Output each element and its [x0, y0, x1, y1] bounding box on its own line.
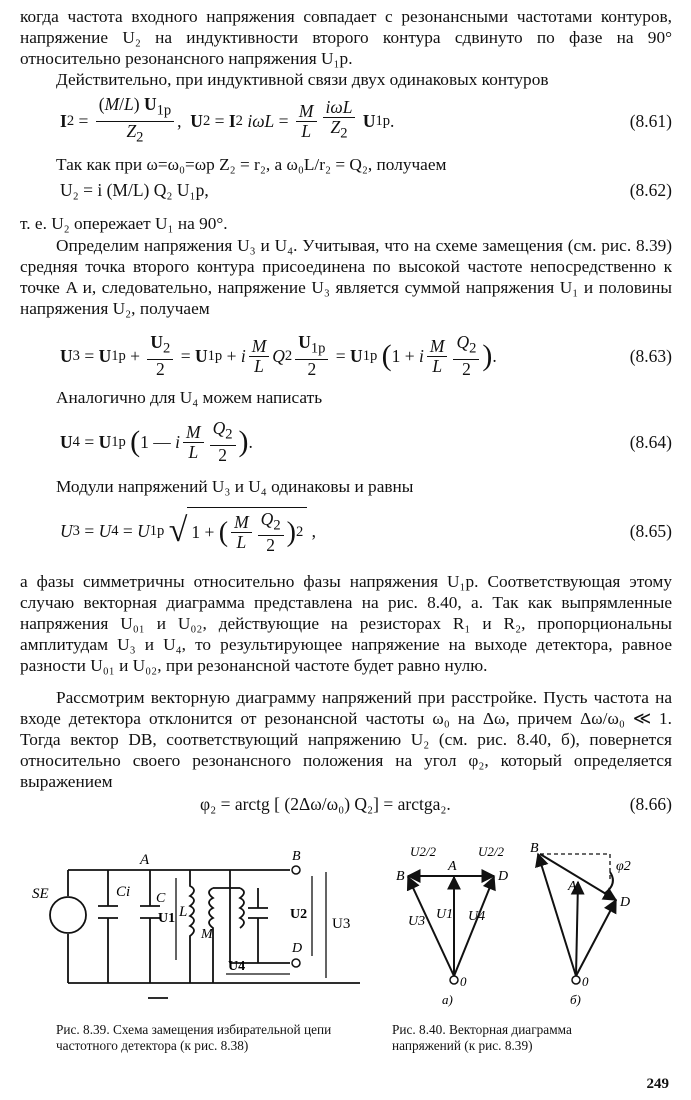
label-u2-half-right: U2/2	[478, 844, 504, 859]
label-sub-b: б)	[570, 992, 581, 1007]
equation-8-65: U 3 = U 4 = U 1р √ 1 + ( $\frac{M}{L}$ $\frac{Q_2}{2}$ ) 2 , (8.65)	[20, 503, 672, 559]
label-phi2: φ2	[616, 859, 631, 874]
paragraph-7: Модули напряжений U₃ и U₄ одинаковы и равны	[56, 477, 414, 496]
label-se: SE	[32, 886, 49, 902]
equation-8-66	[20, 791, 672, 817]
label-d: D	[292, 941, 303, 956]
label-a: A	[140, 852, 150, 868]
label-u3: U3	[332, 916, 351, 932]
equation-8-61: I 2 = $\frac{(M/L) U_{1р}}{Z_2}$ , U 2 = I 2 iωL = $\frac{M}{L}$ $\frac{\text{iωL}}{Z_2}$ U 1р . (8.61)	[60, 94, 672, 145]
equation-number: (8.66)	[629, 793, 672, 814]
label-m: M	[201, 927, 213, 942]
equation-text: U₂ = i (M/L) Q₂ U₁р,	[60, 179, 209, 200]
figure-8-39-caption: Рис. 8.39. Схема замещения избирательной цепи частотного детектора (к рис. 8.38)	[56, 1022, 332, 1053]
paragraph-4: т. е. U₂ опережает U₁ на 90°.	[20, 214, 228, 233]
paragraph-3: Так как при ω=ω₀=ωр Z₂ = r₂, а ω₀L/r₂ = Q₂, получаем	[56, 155, 447, 174]
paragraph-8: а фазы симметричны относительно фазы напряжения U₁р. Соответствующая этому случаю векторная диаграмма представлена на рис. 8.40, а. Так как выпрямленные напряжения U₀₁ и U₀₂, действующие на резисторах R₁ и R₂, пропорциональны амплитудам U₃ и U₄, то результирующее напряжение на выходе детектора, равное разности U₀₁ и U₀₂, при резонансной частоте будет равно нулю.	[20, 572, 672, 675]
label-u1: U1	[436, 907, 454, 922]
label-ci: Ci	[116, 884, 131, 900]
page-number: 249	[646, 1076, 669, 1092]
equation-8-64: U 4 = U 1р ( 1 — i $\frac{M}{L}$ $\frac{Q_2}{2}$ ) . (8.64)	[20, 417, 672, 467]
figure-8-40-caption: Рис. 8.40. Векторная диаграмма напряжений (к рис. 8.39)	[392, 1022, 572, 1053]
paragraph-1: когда частота входного напряжения совпадает с резонансными частотами контуров, напряжение U₂ на индуктивности второго контура сдвинуто по фазе на 90° относительно резонансного напряжения U₁р.	[20, 7, 672, 68]
label-u1: U1	[158, 911, 176, 926]
label-u4: U4	[468, 909, 486, 924]
label-b: B	[396, 869, 405, 884]
label-u3: U3	[408, 914, 426, 929]
label-d-detuned: D	[620, 895, 631, 910]
label-o-detuned: 0	[582, 974, 589, 989]
label-a: A	[448, 859, 457, 874]
label-a-detuned: A	[568, 879, 577, 894]
label-u4: U4	[228, 959, 246, 974]
label-l: L	[179, 904, 188, 920]
paragraph-5: Определим напряжения U₃ и U₄. Учитывая, что на схеме замещения (см. рис. 8.39) средняя точка второго контура присоединена по высокой частоте непосредственно к точке A и, следовательно, напряжение U₃ является суммой напряжения U₁ и половины напряжения U₂, получаем	[20, 236, 672, 318]
equation-number: (8.62)	[629, 179, 672, 200]
paragraph-9: Рассмотрим векторную диаграмму напряжений при расстройке. Пусть частота на входе детектора отклонится от резонансной частоты ω₀ на Δω, причем Δω/ω₀ ≪ 1. Тогда вектор DB, соответствующий напряжению U₂ (см. рис. 8.40, б), повернется относительно своего резонансного положения на угол φ₂, который определяется выражением	[20, 688, 672, 791]
equation-number: (8.63)	[629, 345, 672, 366]
label-u2: U2	[290, 907, 308, 922]
equation-8-63: U 3 = U 1р + $\frac{U_2}{2}$ = U 1р + i $\frac{M}{L}$ Q 2 $\frac{U_{1р}}{2}$ = U 1р ( 1 + i $\frac{M}{L}$ $\frac{Q_2}{2}$ ) . (8.63)	[20, 331, 672, 381]
equation-number: (8.64)	[629, 431, 672, 452]
label-o: 0	[460, 974, 467, 989]
figure-8-40-vectors	[378, 840, 668, 1012]
label-b: B	[292, 849, 301, 864]
equation-number: (8.61)	[629, 110, 672, 131]
equation-number: (8.65)	[629, 520, 672, 541]
label-d: D	[498, 869, 509, 884]
paragraph-6: Аналогично для U₄ можем написать	[56, 388, 323, 407]
figure-8-39-circuit	[32, 848, 360, 998]
label-b-detuned: B	[530, 841, 539, 856]
equation-text: φ₂ = arctg [ (2Δω/ω₀) Q₂] = arctga₂.	[200, 793, 451, 814]
paragraph-2: Действительно, при индуктивной связи двух одинаковых контуров	[56, 70, 549, 89]
label-sub-a: а)	[442, 992, 453, 1007]
equation-8-62	[20, 177, 672, 203]
label-u2-half-left: U2/2	[410, 844, 436, 859]
label-c: C	[156, 891, 166, 906]
